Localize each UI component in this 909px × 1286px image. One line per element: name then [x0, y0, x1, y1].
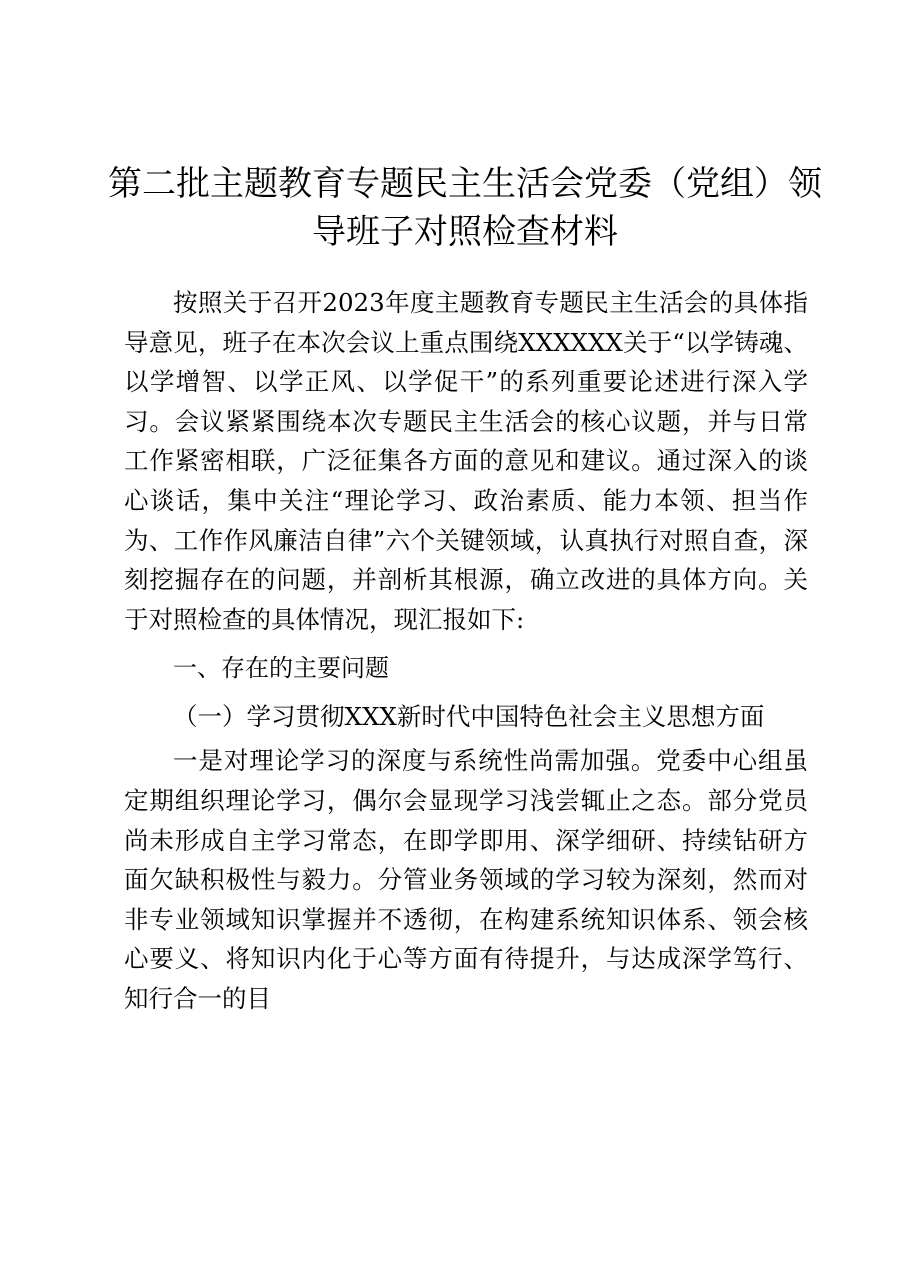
title-line-2: 导班子对照检查材料 [312, 212, 618, 252]
document-body [124, 283, 808, 1019]
point-paragraph: 一是对理论学习的深度与系统性尚需加强。党委中心组虽定期组织理论学习，偶尔会显现学习浅尝辄止之态。部分党员尚未形成自主学习常态，在即学即用、深学细研、持续钻研方面欠缺积极性与毅力。分管业务领域的学习较为深刻，然而对非专业领域知识掌握并不透彻，在构建系统知识体系、领会核心要义、将知识内化于心等方面有待提升，与达成深学笃行、知行合一的目 [124, 746, 808, 1013]
subsection-heading: （一）学习贯彻XXX新时代中国特色社会主义思想方面 [173, 702, 765, 732]
title-line-1: 第二批主题教育专题民主生活会党委（党组）领 [108, 164, 822, 204]
section-heading: 一、存在的主要问题 [173, 654, 389, 683]
intro-paragraph: 按照关于召开2023年度主题教育专题民主生活会的具体指导意见，班子在本次会议上重点围绕XXXXXX关于“以学铸魂、以学增智、以学正风、以学促干”的系列重要论述进行深入学习。会议紧紧围绕本次专题民主生活会的核心议题，并与日常工作紧密相联，广泛征集各方面的意见和建议。通过深入的谈心谈话，集中关注“理论学习、政治素质、能力本领、担当作为、工作作风廉洁自律”六个关键领域，认真执行对照自查，深刻挖掘存在的问题，并剖析其根源，确立改进的具体方向。关于对照检查的具体情况，现汇报如下: [124, 288, 808, 634]
document-title [100, 160, 830, 256]
